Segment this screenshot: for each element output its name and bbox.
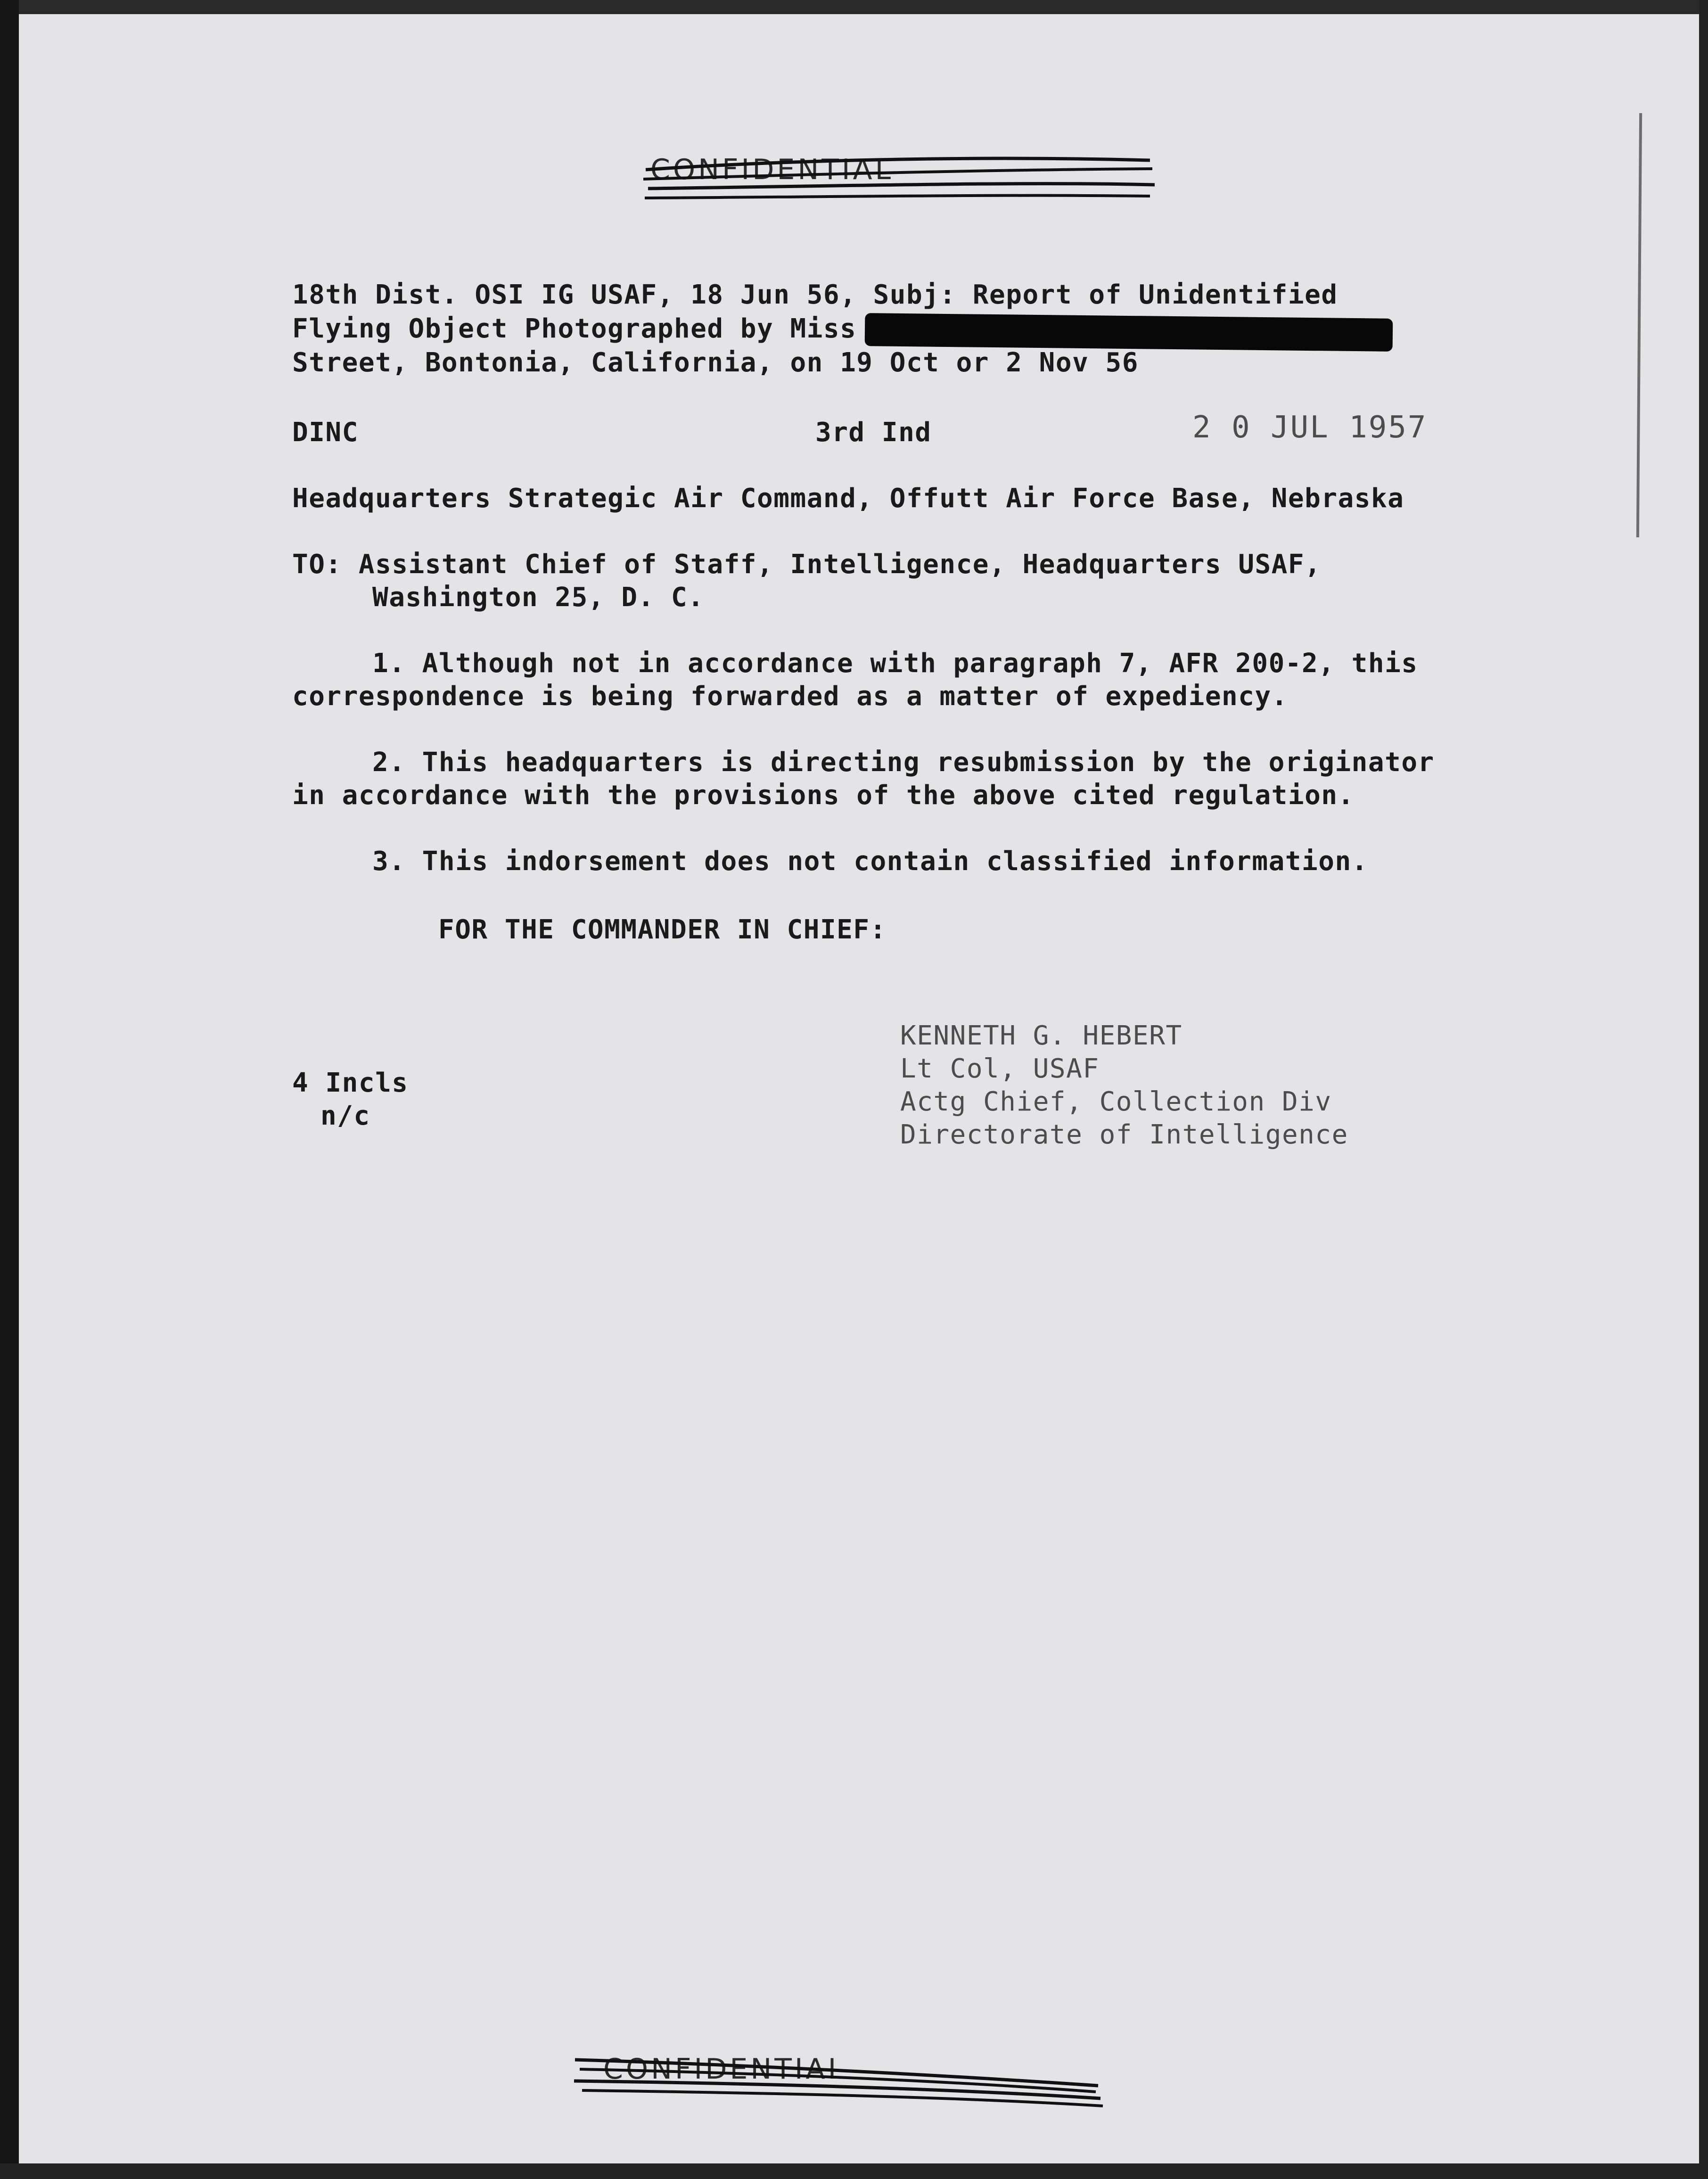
office-symbol: DINC <box>292 417 359 448</box>
signature-organization: Directorate of Intelligence <box>900 1119 1348 1150</box>
page-crease <box>1636 113 1642 537</box>
header-classification-marking: CONFIDENTIAL <box>650 153 894 186</box>
signature-title: Actg Chief, Collection Div <box>900 1086 1332 1117</box>
indorsement-number: 3rd Ind <box>815 417 932 448</box>
footer-classification-marking: CONFIDENTIAL <box>603 2053 847 2086</box>
to-line-1: TO: Assistant Chief of Staff, Intelligence, Headquarters USAF, <box>292 549 1322 580</box>
reference-line-1: 18th Dist. OSI IG USAF, 18 Jun 56, Subj: Report of Unidentified <box>292 280 1338 310</box>
for-commander-line: FOR THE COMMANDER IN CHIEF: <box>438 914 887 945</box>
scan-border-top <box>0 0 1708 14</box>
scan-border-left <box>0 0 19 2179</box>
paragraph-2-line-1: 2. This headquarters is directing resubmission by the originator <box>372 747 1435 778</box>
to-line-2: Washington 25, D. C. <box>372 582 705 613</box>
paragraph-1-line-1: 1. Although not in accordance with paragraph 7, AFR 200-2, this <box>372 648 1418 679</box>
enclosures-note: n/c <box>320 1101 370 1131</box>
redaction-bar <box>865 313 1393 352</box>
reference-line-3: Street, Bontonia, California, on 19 Oct or 2 Nov 56 <box>292 347 1139 378</box>
paragraph-1-line-2: correspondence is being forwarded as a matter of expediency. <box>292 681 1288 712</box>
footer-strikeout-lines <box>570 2041 1112 2116</box>
signature-rank: Lt Col, USAF <box>900 1053 1100 1084</box>
scan-border-right <box>1699 0 1708 2179</box>
enclosures-count: 4 Incls <box>292 1068 409 1098</box>
signature-name: KENNETH G. HEBERT <box>900 1020 1182 1051</box>
scan-border-bottom <box>0 2163 1708 2179</box>
reference-line-2: Flying Object Photographed by Miss <box>292 313 857 344</box>
from-line: Headquarters Strategic Air Command, Offutt Air Force Base, Nebraska <box>292 483 1404 514</box>
paragraph-3-line-1: 3. This indorsement does not contain classified information. <box>372 846 1368 877</box>
header-strikeout-lines <box>641 141 1159 217</box>
paragraph-2-line-2: in accordance with the provisions of the above cited regulation. <box>292 780 1355 811</box>
document-page <box>19 14 1699 2163</box>
date-stamp: 2 0 JUL 1957 <box>1192 410 1428 445</box>
